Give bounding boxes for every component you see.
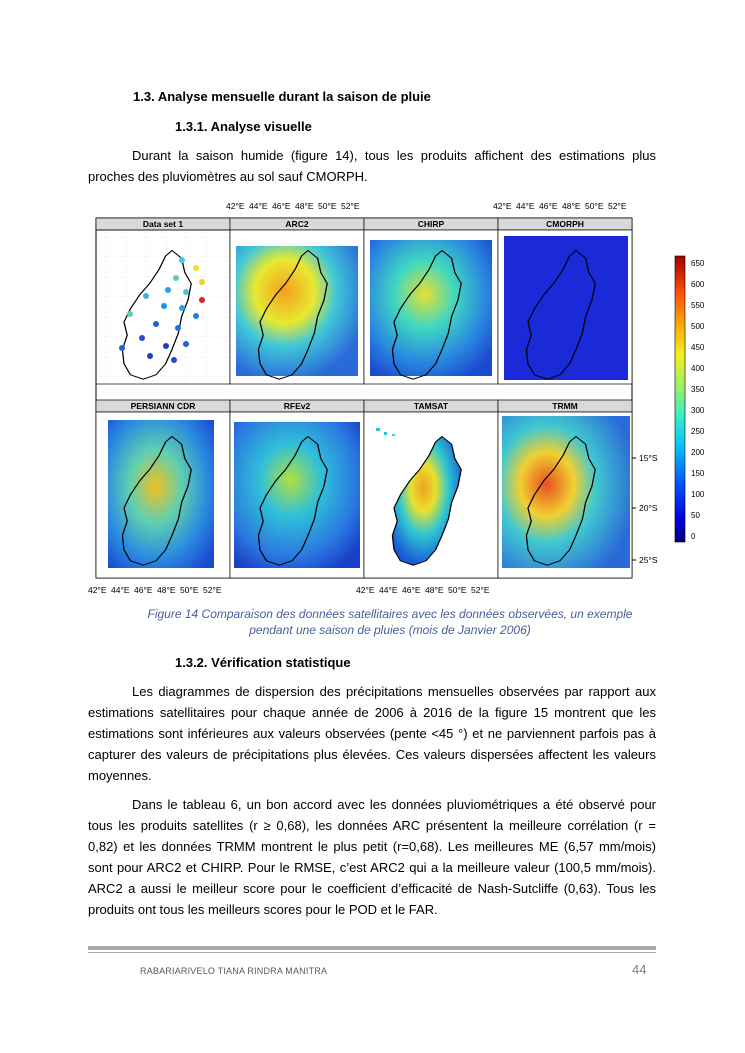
lon-tick-48-top2: 48°E: [562, 201, 581, 211]
cbar-tick-50: 50: [691, 511, 700, 520]
lon-tick-48-bottom: 48°E: [157, 585, 176, 595]
lon-tick-44-bottom2: 44°E: [379, 585, 398, 595]
cbar-tick-250: 250: [691, 427, 705, 436]
lon-tick-46-bottom: 46°E: [134, 585, 153, 595]
footer-rule: [88, 946, 656, 950]
lon-tick-46-top: 46°E: [272, 201, 291, 211]
lon-tick-42-top: 42°E: [226, 201, 245, 211]
cbar-tick-350: 350: [691, 385, 705, 394]
footer-author: RABARIARIVELO TIANA RINDRA MANITRA: [140, 966, 328, 976]
paragraph-visual-analysis: [88, 145, 656, 187]
paragraph-text: Les diagrammes de dispersion des précipitations mensuelles observées par rapport aux estimations satellitaires pour chaque année de 2006 à 2016 de la figure 15 montrent que les estimations sont inférieures aux valeurs observées (pente <45 °) et ne parviennent parfois pas à capturer des valeurs de précipitations plus élevées. Ces valeurs dispersées affectent les valeurs moyennes.: [88, 684, 656, 783]
panel-title: CHIRP: [417, 219, 445, 229]
lon-tick-46-bottom2: 46°E: [402, 585, 421, 595]
panel-tamsat: [364, 400, 498, 578]
cbar-tick-400: 400: [691, 364, 705, 373]
cbar-tick-500: 500: [691, 322, 705, 331]
panel-data-set-1: [96, 218, 230, 384]
lat-tick-25s: 25°S: [639, 555, 658, 565]
cbar-tick-300: 300: [691, 406, 705, 415]
panel-cmorph: [498, 218, 632, 384]
cbar-tick-150: 150: [691, 469, 705, 478]
caption-line-1: Figure 14 Comparaison des données satellitaires avec les données observées, un exemple: [147, 607, 633, 621]
panel-persiann-cdr: [96, 400, 230, 578]
lon-tick-52-bottom: 52°E: [203, 585, 222, 595]
cbar-tick-100: 100: [691, 490, 705, 499]
figure-caption: [120, 606, 660, 638]
lon-tick-50-bottom: 50°E: [180, 585, 199, 595]
top-axis: [226, 201, 627, 211]
lat-tick-20s: 20°S: [639, 503, 658, 513]
panel-title: ARC2: [285, 219, 309, 229]
cbar-tick-550: 550: [691, 301, 705, 310]
cbar-tick-450: 450: [691, 343, 705, 352]
lon-tick-52-top: 52°E: [341, 201, 360, 211]
lon-tick-42-top2: 42°E: [493, 201, 512, 211]
paragraph-table-6: [88, 794, 656, 920]
lon-tick-46-top2: 46°E: [539, 201, 558, 211]
panel-title: PERSIANN CDR: [130, 401, 196, 411]
color-bar: [675, 256, 705, 542]
figure-14: [86, 196, 706, 601]
lon-tick-48-top: 48°E: [295, 201, 314, 211]
lon-tick-52-top2: 52°E: [608, 201, 627, 211]
lon-tick-44-top: 44°E: [249, 201, 268, 211]
panel-rfev2: [230, 400, 364, 578]
panel-title: Data set 1: [142, 219, 184, 229]
cbar-tick-200: 200: [691, 448, 705, 457]
lon-tick-42-bottom2: 42°E: [356, 585, 375, 595]
lon-tick-52-bottom2: 52°E: [471, 585, 490, 595]
panel-title: TAMSAT: [413, 401, 449, 411]
section-heading-1-3: 1.3. Analyse mensuelle durant la saison de pluie: [133, 89, 431, 104]
lon-tick-48-bottom2: 48°E: [425, 585, 444, 595]
cbar-tick-600: 600: [691, 280, 705, 289]
lon-tick-50-top2: 50°E: [585, 201, 604, 211]
right-axis: [632, 453, 658, 565]
cbar-tick-0: 0: [691, 532, 696, 541]
panel-trmm: [498, 400, 632, 578]
panel-arc2: [230, 218, 364, 384]
lon-tick-50-top: 50°E: [318, 201, 337, 211]
lon-tick-50-bottom2: 50°E: [448, 585, 467, 595]
section-heading-1-3-2: 1.3.2. Vérification statistique: [175, 655, 351, 670]
paragraph-text: Dans le tableau 6, un bon accord avec les données pluviométriques a été observé pour tous les produits satellites (r ≥ 0,68), les données ARC présentent la meilleure corrélation (r = 0,82) et les données TRMM montrent le plus petit (r=0,68). Les meilleures ME (6,57 mm/mois) sont pour ARC2 et CHIRP. Pour le RMSE, c’est ARC2 qui a la meilleure valeur (100,5 mm/mois). ARC2 a aussi le meilleur score pour le coefficient d’efficacité de Nash-Sutcliffe (0,63). Tous les produits ont tous les meilleurs scores pour le POD et le FAR.: [88, 797, 656, 917]
panel-title: TRMM: [552, 401, 578, 411]
lon-tick-42-bottom: 42°E: [88, 585, 107, 595]
paragraph-scatter: [88, 681, 656, 786]
footer-rule-thin: [88, 952, 656, 953]
panel-title: CMORPH: [546, 219, 584, 229]
caption-line-2: pendant une saison de pluies (mois de Janvier 2006): [249, 623, 531, 637]
panel-title: RFEv2: [283, 401, 311, 411]
section-heading-1-3-1: 1.3.1. Analyse visuelle: [175, 119, 312, 134]
page-number: 44: [632, 962, 647, 977]
lat-tick-15s: 15°S: [639, 453, 658, 463]
figure-14-maps: [86, 196, 706, 596]
lon-tick-44-top2: 44°E: [516, 201, 535, 211]
panel-chirp: [364, 218, 498, 384]
bottom-axis: [88, 585, 490, 595]
paragraph-text: Durant la saison humide (figure 14), tous les produits affichent des estimations plus proches des pluviomètres au sol sauf CMORPH.: [88, 148, 656, 184]
lon-tick-44-bottom: 44°E: [111, 585, 130, 595]
cbar-tick-650: 650: [691, 259, 705, 268]
